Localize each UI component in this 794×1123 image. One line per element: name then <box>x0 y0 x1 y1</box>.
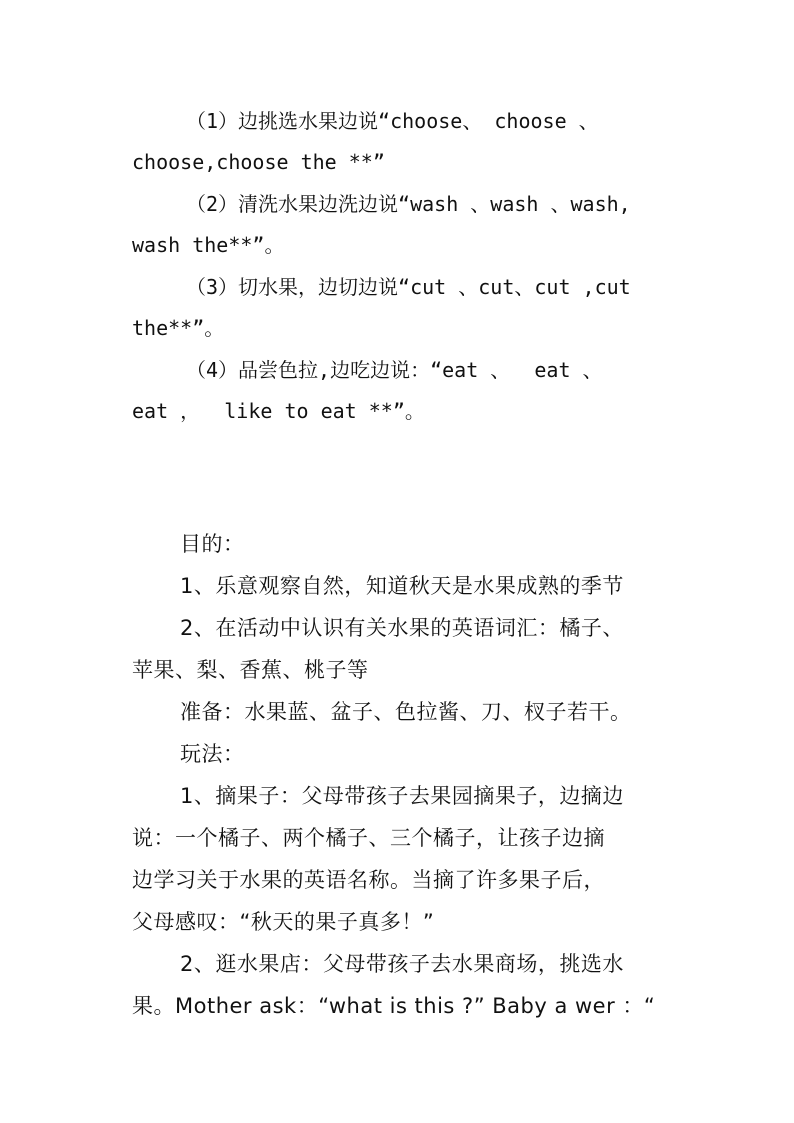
step-2-line-2: wash the**”。 <box>132 233 285 257</box>
play-item-2-line-2: 果。Mother ask：“what is this ?” Baby a wer ：“ <box>132 994 656 1018</box>
play-item-1-line-3: 边学习关于水果的英语名称。当摘了许多果子后， <box>132 868 605 892</box>
step-3-line-2: the**”。 <box>132 316 225 340</box>
step-4-line-1: （4）品尝色拉,边吃边说：“eat 、 eat 、 <box>186 358 603 382</box>
step-4-line-2: eat ， like to eat **”。 <box>132 399 425 423</box>
step-1-line-1: （1）边挑选水果边说“choose、 choose 、 <box>186 109 599 133</box>
goal-item-1: 1、乐意观察自然，知道秋天是水果成熟的季节 <box>180 574 624 598</box>
step-1-line-2: choose,choose the **” <box>132 150 385 174</box>
play-item-1-line-1: 1、摘果子：父母带孩子去果园摘果子，边摘边 <box>180 784 624 808</box>
preparation-line: 准备：水果蓝、盆子、色拉酱、刀、杈子若干。 <box>180 700 632 724</box>
goal-heading: 目的： <box>180 532 245 556</box>
play-heading: 玩法： <box>180 742 245 766</box>
play-item-2-line-1: 2、逛水果店：父母带孩子去水果商场，挑选水 <box>180 952 624 976</box>
step-3-line-1: （3）切水果，边切边说“cut 、cut、cut ,cut <box>186 275 631 299</box>
play-item-1-line-2: 说：一个橘子、两个橘子、三个橘子，让孩子边摘 <box>132 826 605 850</box>
step-2-line-1: （2）清洗水果边洗边说“wash 、wash 、wash, <box>186 192 631 216</box>
goal-item-2-line-1: 2、在活动中认识有关水果的英语词汇：橘子、 <box>180 616 624 640</box>
play-item-1-line-4: 父母感叹：“秋天的果子真多！” <box>132 910 435 934</box>
goal-item-2-line-2: 苹果、梨、香蕉、桃子等 <box>132 658 369 682</box>
